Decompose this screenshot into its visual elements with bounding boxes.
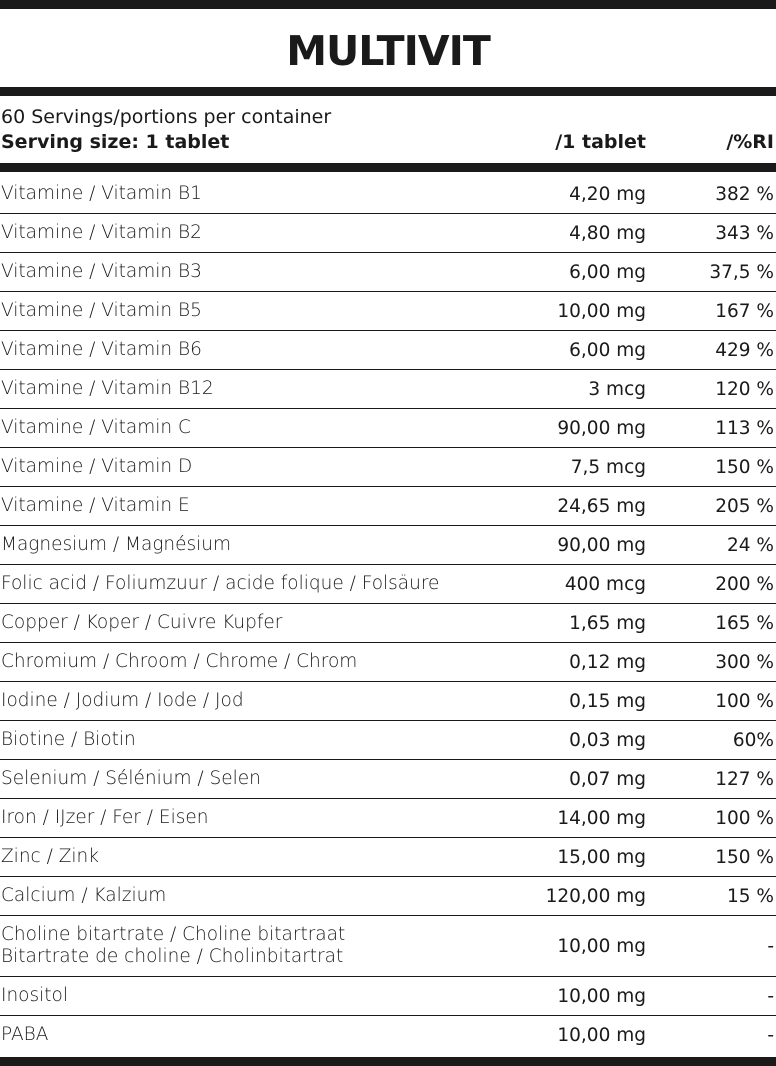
nutrient-amount: 120,00 mg <box>545 885 646 907</box>
table-row <box>0 409 776 448</box>
nutrient-amount: 4,20 mg <box>569 183 646 205</box>
nutrient-amount: 10,00 mg <box>557 1024 646 1046</box>
nutrient-ri: 127 % <box>715 768 774 790</box>
nutrient-amount: 90,00 mg <box>557 417 646 439</box>
nutrient-name: Copper / Koper / Cuivre Kupfer <box>1 612 283 633</box>
nutrient-name: Vitamine / Vitamin B5 <box>1 300 202 321</box>
nutrient-name: Selenium / Sélénium / Selen <box>1 768 261 789</box>
nutrient-ri: 300 % <box>715 651 774 673</box>
nutrient-ri: 200 % <box>715 573 774 595</box>
nutrient-ri: 429 % <box>715 339 774 361</box>
nutrient-amount: 14,00 mg <box>557 807 646 829</box>
table-row <box>0 643 776 682</box>
nutrient-amount: 4,80 mg <box>569 222 646 244</box>
table-row <box>0 175 776 214</box>
nutrient-amount: 6,00 mg <box>569 261 646 283</box>
nutrient-name: Vitamine / Vitamin E <box>1 495 190 516</box>
table-row <box>0 487 776 526</box>
nutrient-name: PABA <box>1 1024 49 1045</box>
nutrient-amount: 0,12 mg <box>569 651 646 673</box>
nutrient-ri: 165 % <box>715 612 774 634</box>
nutrient-amount: 24,65 mg <box>557 495 646 517</box>
nutrient-amount: 10,00 mg <box>557 935 646 957</box>
nutrient-table <box>0 175 776 1054</box>
nutrient-ri: 120 % <box>715 378 774 400</box>
nutrient-ri: 167 % <box>715 300 774 322</box>
nutrient-ri: 60% <box>732 729 774 751</box>
nutrient-name: Vitamine / Vitamin B2 <box>1 222 202 243</box>
title-rule <box>0 87 776 96</box>
nutrient-ri: - <box>767 985 774 1007</box>
nutrient-name: Chromium / Chroom / Chrome / Chrom <box>1 651 358 672</box>
column-header-ri: /%RI <box>726 131 774 153</box>
nutrient-name: Folic acid / Foliumzuur / acide folique / Folsäure <box>1 573 440 594</box>
nutrient-name: Iron / IJzer / Fer / Eisen <box>1 807 209 828</box>
nutrient-ri: 37,5 % <box>709 261 774 283</box>
nutrient-amount: 3 mcg <box>588 378 646 400</box>
nutrient-name: Vitamine / Vitamin B6 <box>1 339 202 360</box>
table-row <box>0 760 776 799</box>
nutrient-ri: 100 % <box>715 807 774 829</box>
table-row <box>0 877 776 916</box>
product-title: MULTIVIT <box>286 27 490 75</box>
nutrient-ri: 100 % <box>715 690 774 712</box>
nutrient-name: Calcium / Kalzium <box>1 885 167 906</box>
nutrient-name: Vitamine / Vitamin B3 <box>1 261 202 282</box>
table-row <box>0 448 776 487</box>
top-rule <box>0 0 776 9</box>
nutrient-amount: 400 mcg <box>564 573 646 595</box>
table-row <box>0 604 776 643</box>
nutrient-ri: 205 % <box>715 495 774 517</box>
nutrient-name: Biotine / Biotin <box>1 729 136 750</box>
table-row <box>0 682 776 721</box>
nutrient-ri: 24 % <box>727 534 774 556</box>
serving-size: Serving size: 1 tablet <box>1 131 230 153</box>
nutrient-name: Vitamine / Vitamin B1 <box>1 183 202 204</box>
nutrient-ri: 113 % <box>715 417 774 439</box>
header-rule <box>0 163 776 172</box>
table-row <box>0 253 776 292</box>
table-row <box>0 565 776 604</box>
nutrient-amount: 0,15 mg <box>569 690 646 712</box>
nutrient-name: Vitamine / Vitamin D <box>1 456 193 477</box>
table-row <box>0 838 776 877</box>
nutrient-amount: 7,5 mcg <box>570 456 646 478</box>
nutrient-ri: - <box>767 935 774 957</box>
nutrient-name: Iodine / Jodium / Iode / Jod <box>1 690 244 711</box>
column-header-amount: /1 tablet <box>555 131 646 153</box>
nutrient-name: Zinc / Zink <box>1 846 99 867</box>
table-row <box>0 370 776 409</box>
nutrient-amount: 1,65 mg <box>569 612 646 634</box>
nutrient-ri: - <box>767 1024 774 1046</box>
nutrient-amount: 90,00 mg <box>557 534 646 556</box>
nutrient-amount: 15,00 mg <box>557 846 646 868</box>
table-row <box>0 1016 776 1054</box>
nutrient-ri: 382 % <box>715 183 774 205</box>
nutrient-ri: 150 % <box>715 456 774 478</box>
table-row <box>0 721 776 760</box>
nutrient-name: Magnesium / Magnésium <box>1 534 232 555</box>
table-row <box>0 526 776 565</box>
nutrient-ri: 343 % <box>715 222 774 244</box>
table-row <box>0 977 776 1016</box>
table-row <box>0 214 776 253</box>
table-row <box>0 916 776 977</box>
bottom-rule <box>0 1057 776 1066</box>
nutrient-ri: 15 % <box>727 885 774 907</box>
nutrient-amount: 0,07 mg <box>569 768 646 790</box>
nutrient-name: Inositol <box>1 985 68 1006</box>
nutrient-amount: 6,00 mg <box>569 339 646 361</box>
table-row <box>0 799 776 838</box>
servings-per-container: 60 Servings/portions per container <box>1 106 332 128</box>
nutrient-name: Vitamine / Vitamin B12 <box>1 378 214 399</box>
table-row <box>0 331 776 370</box>
nutrient-amount: 0,03 mg <box>569 729 646 751</box>
nutrient-amount: 10,00 mg <box>557 300 646 322</box>
nutrient-amount: 10,00 mg <box>557 985 646 1007</box>
table-row <box>0 292 776 331</box>
nutrient-name: Vitamine / Vitamin C <box>1 417 191 438</box>
nutrient-name: Choline bitartrate / Choline bitartraat Bitartrate de choline / Cholinbitartrat <box>1 924 346 967</box>
nutrient-ri: 150 % <box>715 846 774 868</box>
